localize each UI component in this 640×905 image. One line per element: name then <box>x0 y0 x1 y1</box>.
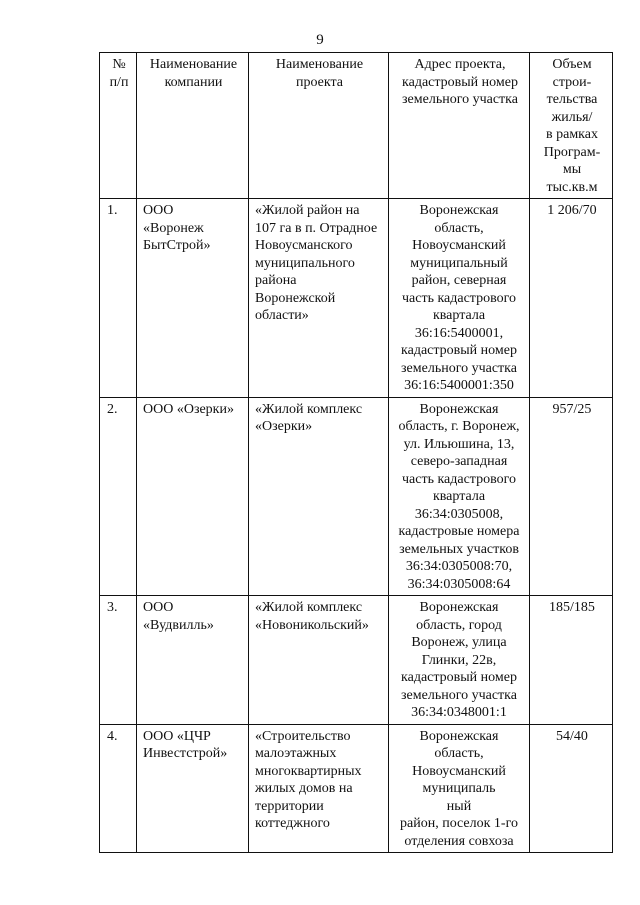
header-num: № п/п <box>100 53 137 199</box>
row-num: 4. <box>100 724 137 853</box>
header-project: Наименование проекта <box>249 53 389 199</box>
row-company: ООО «ЦЧР Инвестстрой» <box>137 724 249 853</box>
row-company: ООО «Воронеж БытСтрой» <box>137 199 249 398</box>
table-header-row <box>100 53 613 199</box>
row-address: Воронежская область, г. Воронеж, ул. Ильюшина, 13, северо-западная часть кадастрового квартала 36:34:0305008, кадастровые номера земельных участков 36:34:0305008:70, 36:34:0305008:64 <box>389 397 530 596</box>
header-company: Наименование компании <box>137 53 249 199</box>
row-volume: 54/40 <box>530 724 613 853</box>
header-address: Адрес проекта, кадастровый номер земельного участка <box>389 53 530 199</box>
header-volume: Объем строи- тельства жилья/ в рамках Програм- мы тыс.кв.м <box>530 53 613 199</box>
row-company: ООО «Вудвилль» <box>137 596 249 725</box>
row-address: Воронежская область, город Воронеж, улица Глинки, 22в, кадастровый номер земельного участка 36:34:0348001:1 <box>389 596 530 725</box>
table-row <box>100 397 613 596</box>
row-num: 1. <box>100 199 137 398</box>
row-company: ООО «Озерки» <box>137 397 249 596</box>
table-row <box>100 724 613 853</box>
row-volume: 185/185 <box>530 596 613 725</box>
row-project: «Жилой комплекс «Озерки» <box>249 397 389 596</box>
row-address: Воронежская область, Новоусманский муниципаль ный район, поселок 1-го отделения совхоза <box>389 724 530 853</box>
row-project: «Жилой комплекс «Новоникольский» <box>249 596 389 725</box>
row-volume: 1 206/70 <box>530 199 613 398</box>
table-row <box>100 199 613 398</box>
table-row <box>100 596 613 725</box>
row-volume: 957/25 <box>530 397 613 596</box>
page-number: 9 <box>316 32 324 48</box>
row-project: «Жилой район на 107 га в п. Отрадное Новоусманского муниципального района Воронежской области» <box>249 199 389 398</box>
housing-projects-table <box>99 52 613 853</box>
row-num: 2. <box>100 397 137 596</box>
row-project: «Строительство малоэтажных многоквартирных жилых домов на территории коттеджного <box>249 724 389 853</box>
row-num: 3. <box>100 596 137 725</box>
row-address: Воронежская область, Новоусманский муниципальный район, северная часть кадастрового квартала 36:16:5400001, кадастровый номер земельного участка 36:16:5400001:350 <box>389 199 530 398</box>
